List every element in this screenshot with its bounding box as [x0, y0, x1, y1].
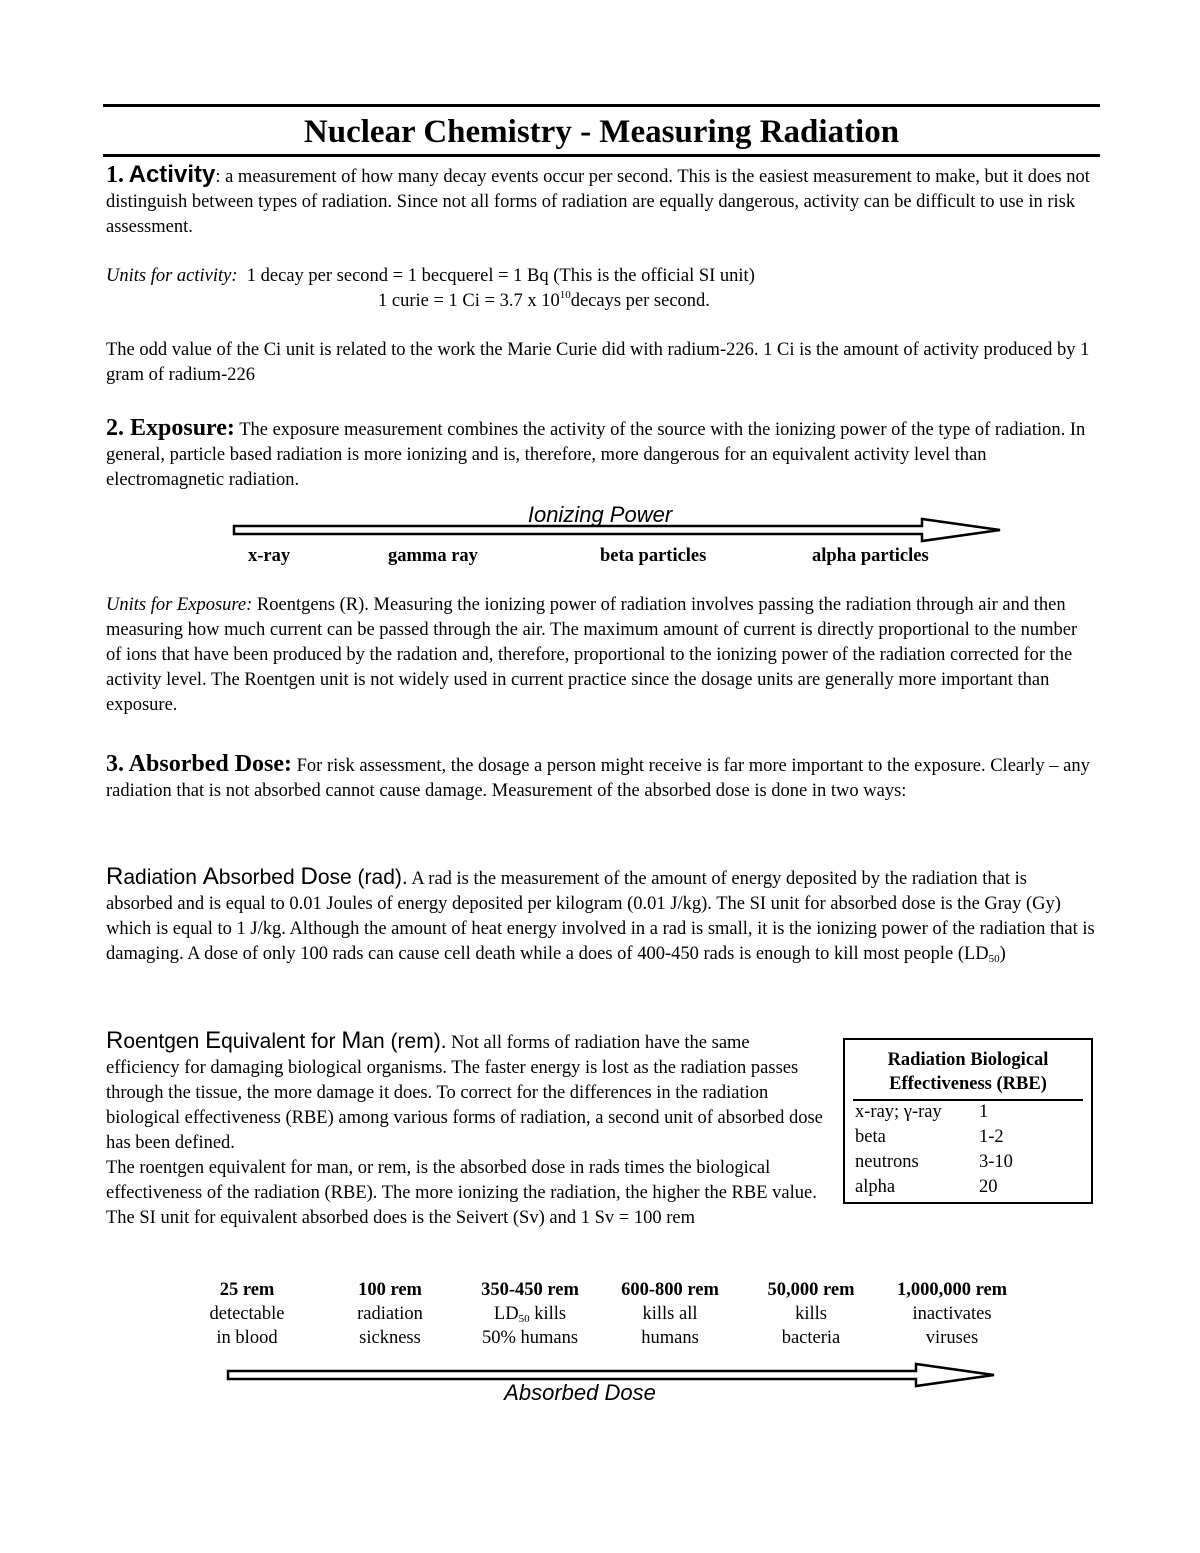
rbe-title-line2: Effectiveness (RBE) [889, 1074, 1047, 1094]
dose-effect: radiation [357, 1304, 423, 1324]
curie-exponent: 10 [559, 289, 571, 301]
activity-heading-number: 1. [106, 162, 124, 188]
activity-units-label: Units for activity: [106, 266, 238, 286]
rbe-row-name: alpha [855, 1177, 896, 1197]
rbe-row-name: beta [855, 1127, 886, 1147]
dose-effect: sickness [359, 1328, 421, 1348]
exposure-heading: 2. Exposure: [106, 415, 235, 441]
rem-text: Not all forms of radiation have the same efficiency for damaging biological organisms. The faster energy is lost as the radiation passes through the tissue, the more damage it does. To correct for the differences in the radiation biological effectiveness (RBE) among various forms of radiation, a second unit of absorbed dose has been defined. [106, 1033, 823, 1153]
exposure-paragraph [106, 416, 1096, 493]
rem-paragraph [106, 1028, 824, 1231]
absorbed-text: For risk assessment, the dosage a person might receive is far more important to the exposure. Clearly – any radiation that is not absorbed cannot cause damage. Measurement of the absorbed dose is done in two ways: [106, 756, 1090, 801]
dose-item [450, 1278, 610, 1350]
rem-heading: Roentgen Equivalent for Man (rem). [106, 1027, 447, 1054]
dose-value: 100 rem [358, 1280, 422, 1300]
axis-label-beta: beta particles [600, 546, 707, 566]
activity-units [106, 264, 1096, 289]
dose-effect: viruses [925, 1328, 979, 1348]
absorbed-heading: Absorbed Dose: [124, 751, 293, 777]
activity-heading: Activity [128, 161, 216, 188]
rad-ld-subscript: 50 [988, 953, 1000, 965]
activity-note-text: The odd value of the Ci unit is related to the work the Marie Curie did with radium-226. 1 Ci is the amount of activity produced by 1 gram of radium-226 [106, 340, 1090, 385]
rad-text: A rad is the measurement of the amount of energy deposited by the radiation that is absorbed and is equal to 0.01 Joules of energy deposited per kilogram (0.01 J/kg). The SI unit for absorbed dose is the Gray (Gy) which is equal to 1 J/kg. Although the amount of heat energy involved in a rad is small, it is the ionizing power of the radiation that is damaging. A dose of only 100 rads can cause cell death while a does of 400-450 rads is enough to kill most people (LD [106, 869, 1095, 964]
dose-item [310, 1278, 470, 1350]
axis-label-gamma: gamma ray [388, 546, 478, 566]
ionizing-power-arrow [230, 514, 1005, 546]
rbe-row-name: x-ray; γ-ray [855, 1102, 942, 1122]
dose-value: 1,000,000 rem [896, 1280, 1008, 1300]
absorbed-heading-number: 3. [106, 751, 124, 777]
absorbed-dose-title: Absorbed Dose [504, 1380, 656, 1405]
dose-item [872, 1278, 1032, 1350]
title-rule [103, 154, 1100, 157]
exposure-text: The exposure measurement combines the activity of the source with the ionizing power of the type of radiation. In general, particle based radiation is more ionizing and is, therefore, more dangerous for an equivalent activity level than electromagnetic radiation. [106, 420, 1086, 490]
top-rule [103, 104, 1100, 107]
rbe-row-value: 1-2 [979, 1127, 1004, 1147]
dose-value: 350-450 rem [481, 1280, 579, 1300]
rem-text-2: The roentgen equivalent for man, or rem, is the absorbed dose in rads times the biological effectiveness of the radiation (RBE). The more ionizing the radiation, the higher the RBE value. The SI unit for equivalent absorbed does is the Seivert (Sv) and 1 Sv = 100 rem [106, 1158, 817, 1228]
activity-text: : a measurement of how many decay events occur per second. This is the easiest measurement to make, but it does not distinguish between types of radiation. Since not all forms of radiation are equally dangerous, activity can be difficult to use in risk assessment. [106, 167, 1090, 237]
exposure-units-text: Roentgens (R). Measuring the ionizing power of radiation involves passing the radiation through air and then measuring how much current can be passed through the air. The maximum amount of current is directly proportional to the number of ions that have been produced by the radation and, therefore, proportional to the ionizing power of the radiation corrected for the activity level. The Roentgen unit is not widely used in current practice since the dosage units are generally more important than exposure. [106, 595, 1078, 715]
activity-paragraph [106, 162, 1096, 240]
dose-effect: bacteria [781, 1328, 841, 1348]
dose-effect: humans [641, 1328, 699, 1348]
rbe-table [843, 1038, 1093, 1204]
dose-effect: kills all [642, 1304, 698, 1324]
exposure-units-label: Units for Exposure: [106, 595, 253, 615]
curie-definition-tail: decays per second. [570, 291, 710, 311]
axis-label-xray: x-ray [248, 546, 291, 566]
rbe-row [855, 1125, 1065, 1150]
dose-effect: inactivates [912, 1304, 992, 1324]
rbe-table-title [845, 1040, 1091, 1096]
rbe-row [855, 1100, 1065, 1125]
exposure-units [106, 593, 1096, 718]
dose-item [167, 1278, 327, 1350]
rbe-row-value: 3-10 [979, 1152, 1013, 1172]
axis-label-alpha: alpha particles [812, 546, 929, 566]
rbe-row [855, 1175, 1065, 1200]
rbe-title-line1: Radiation Biological [887, 1050, 1049, 1070]
rad-heading: Radiation Absorbed Dose (rad). [106, 863, 408, 890]
rbe-row-value: 20 [979, 1177, 998, 1197]
rad-paragraph [106, 864, 1096, 967]
curie-definition: 1 curie = 1 Ci = 3.7 x 10 [378, 291, 560, 311]
dose-effect: $LD_{50}$ kills [493, 1304, 567, 1325]
dose-value: 600-800 rem [621, 1280, 719, 1300]
ionizing-power-title: Ionizing Power [527, 502, 673, 527]
dose-effect: kills [795, 1304, 827, 1324]
dose-value: 25 rem [219, 1280, 275, 1300]
absorbed-paragraph [106, 752, 1096, 804]
dose-effect: 50% humans [481, 1328, 579, 1348]
dose-item [590, 1278, 750, 1350]
dose-item [731, 1278, 891, 1350]
rbe-row [855, 1150, 1065, 1175]
page-title: Nuclear Chemistry - Measuring Radiation [303, 114, 900, 150]
dose-value: 50,000 rem [767, 1280, 855, 1300]
dose-effect: detectable [209, 1304, 285, 1324]
rbe-row-name: neutrons [855, 1152, 919, 1172]
rbe-row-value: 1 [979, 1102, 989, 1122]
rad-text-tail: ) [999, 944, 1006, 964]
activity-units-line2 [378, 289, 1078, 314]
dose-effect: in blood [216, 1328, 278, 1348]
activity-note [106, 338, 1096, 388]
activity-units-line1: 1 decay per second = 1 becquerel = 1 Bq (This is the official SI unit) [246, 266, 755, 286]
